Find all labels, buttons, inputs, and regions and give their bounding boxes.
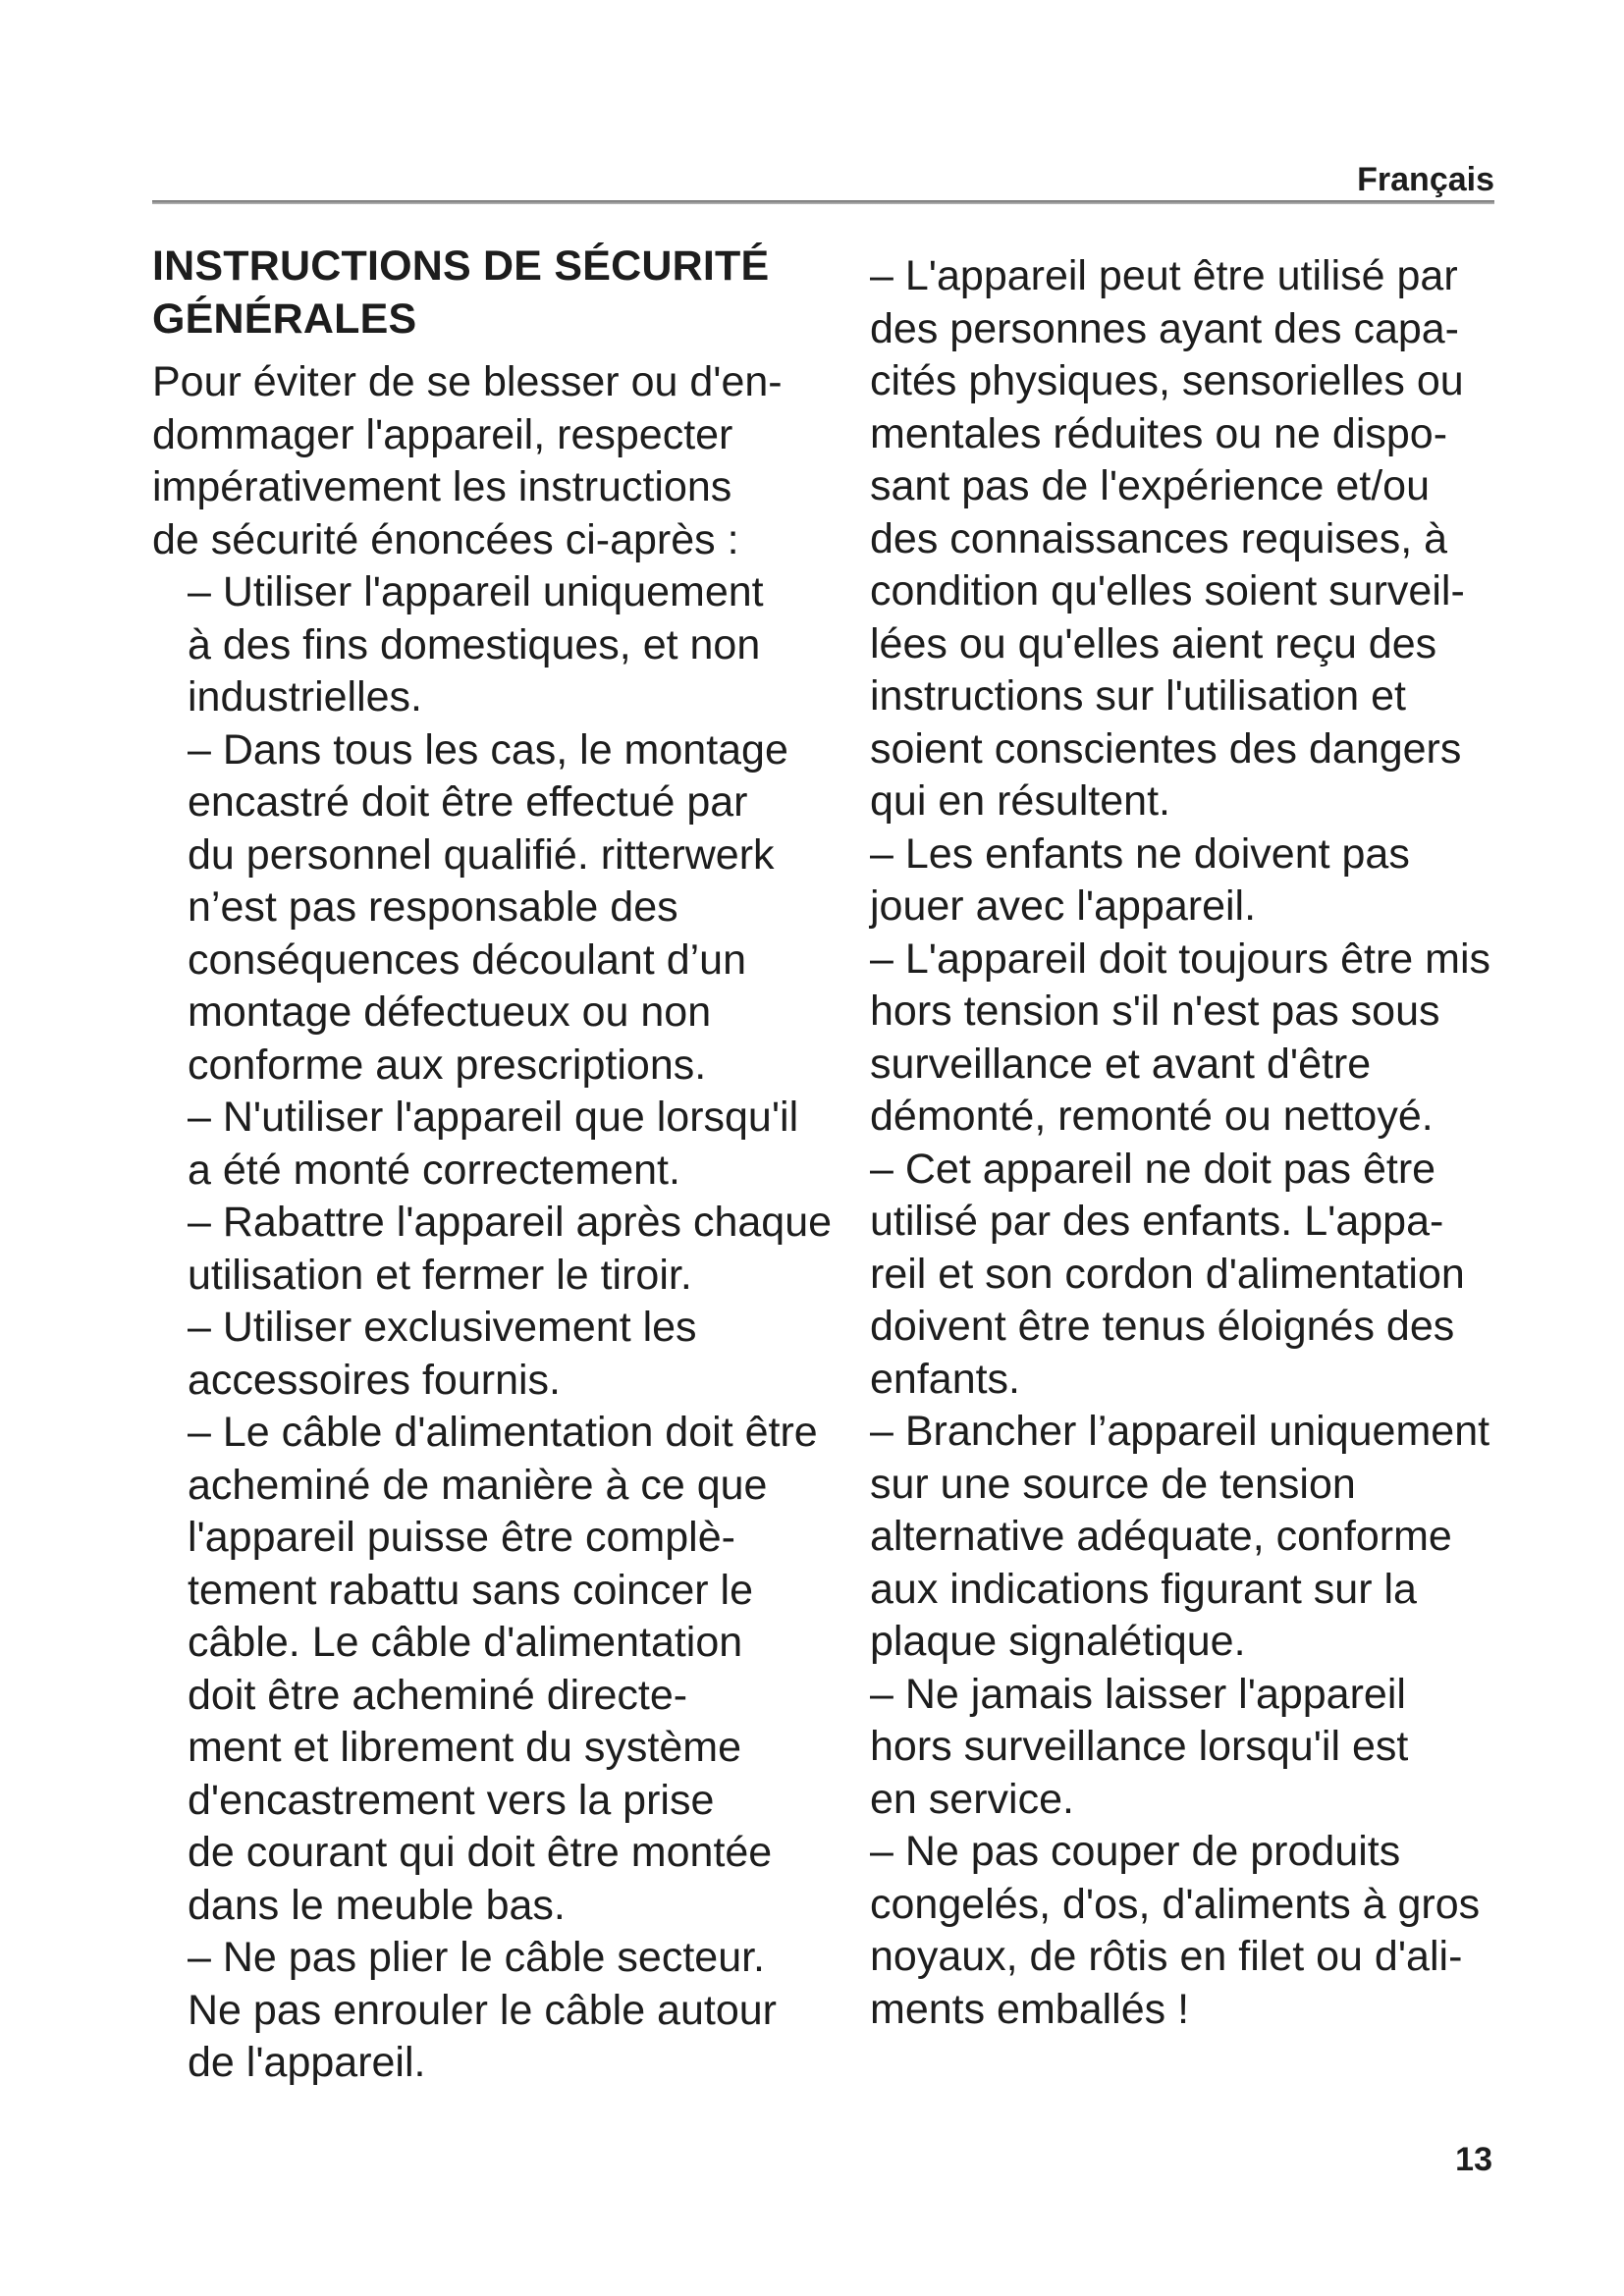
text-line: – Cet appareil ne doit pas être	[870, 1145, 1436, 1193]
text-line: a été monté correctement.	[188, 1146, 680, 1194]
text-line: sur une source de tension	[870, 1460, 1356, 1508]
text-line: Ne pas enrouler le câble autour	[188, 1986, 777, 2034]
left-column-text	[152, 356, 849, 2090]
text-line: – Brancher l’appareil uniquement	[870, 1408, 1490, 1455]
text-line: d'encastrement vers la prise	[188, 1776, 715, 1824]
text-line: de l'appareil.	[188, 2039, 426, 2086]
text-line: – N'utiliser l'appareil que lorsqu'il	[188, 1094, 799, 1141]
right-column-text	[835, 250, 1522, 2036]
text-line: enfants.	[870, 1355, 1020, 1403]
right-column	[835, 250, 1522, 2036]
text-line: cités physiques, sensorielles ou	[870, 357, 1464, 404]
text-line: du personnel qualifié. ritterwerk	[188, 830, 775, 879]
text-line: utilisé par des enfants. L'appa-	[870, 1198, 1444, 1245]
text-line: aux indications figurant sur la	[870, 1565, 1417, 1613]
text-line: – Le câble d'alimentation doit être	[188, 1409, 818, 1456]
text-line: instructions sur l'utilisation et	[870, 672, 1406, 720]
text-line: des personnes ayant des capa-	[870, 304, 1460, 352]
text-line: noyaux, de rôtis en filet ou d'ali-	[870, 1933, 1463, 1980]
text-line: conséquences découlant d’un	[188, 935, 746, 984]
text-line: à des fins domestiques, et non	[188, 620, 761, 668]
text-line: Pour éviter de se blesser ou d'en-	[152, 358, 783, 405]
text-line: doit être acheminé directe-	[188, 1671, 688, 1719]
text-line: en service.	[870, 1775, 1074, 1823]
text-line: ment et librement du système	[188, 1724, 742, 1771]
text-line: qui en résultent.	[870, 777, 1170, 825]
text-line: dans le meuble bas.	[188, 1881, 566, 1929]
text-line: hors surveillance lorsqu'il est	[870, 1723, 1409, 1770]
text-line: impérativement les instructions	[152, 463, 732, 510]
text-line: câble. Le câble d'alimentation	[188, 1619, 743, 1666]
text-line: n’est pas responsable des	[188, 883, 678, 931]
text-line: condition qu'elles soient surveil-	[870, 567, 1465, 614]
text-line: – Ne jamais laisser l'appareil	[870, 1670, 1406, 1718]
text-line: mentales réduites ou ne dispo-	[870, 409, 1448, 457]
text-line: de sécurité énoncées ci-après :	[152, 515, 739, 563]
text-line: de courant qui doit être montée	[188, 1829, 773, 1876]
text-line: – L'appareil doit toujours être mis	[870, 934, 1491, 983]
text-line: – Utiliser exclusivement les	[188, 1304, 697, 1351]
text-line: – L'appareil peut être utilisé par	[870, 252, 1458, 299]
text-line: tement rabattu sans coincer le	[188, 1566, 754, 1614]
section-heading-line2: GÉNÉRALES	[152, 294, 417, 343]
text-line: soient conscientes des dangers	[870, 724, 1462, 773]
text-line: lées ou qu'elles aient reçu des	[870, 619, 1437, 667]
left-column	[152, 240, 849, 2090]
text-line: plaque signalétique.	[870, 1618, 1246, 1665]
text-line: l'appareil puisse être complè-	[188, 1514, 735, 1561]
text-line: reil et son cordon d'alimentation	[870, 1250, 1465, 1298]
section-heading-line1: INSTRUCTIONS DE SÉCURITÉ	[152, 242, 770, 290]
text-line: ments emballés !	[870, 1985, 1190, 2033]
text-line: hors tension s'il n'est pas sous	[870, 988, 1440, 1035]
text-line: – Ne pas couper de produits	[870, 1828, 1401, 1875]
text-line: démonté, remonté ou nettoyé.	[870, 1093, 1434, 1140]
text-line: – Ne pas plier le câble secteur.	[188, 1934, 765, 1981]
text-line: doivent être tenus éloignés des	[870, 1303, 1455, 1350]
page-number: 13	[1455, 2141, 1492, 2178]
text-line: – Utiliser l'appareil uniquement	[188, 568, 764, 615]
text-line: – Les enfants ne doivent pas	[870, 829, 1410, 878]
header-rule	[152, 200, 1494, 204]
text-line: accessoires fournis.	[188, 1356, 561, 1404]
text-line: industrielles.	[188, 673, 422, 721]
section-heading	[152, 240, 849, 346]
text-line: dommager l'appareil, respecter	[152, 410, 733, 458]
text-line: – Dans tous les cas, le montage	[188, 725, 788, 774]
text-line: des connaissances requises, à	[870, 514, 1448, 562]
text-line: utilisation et fermer le tiroir.	[188, 1251, 692, 1299]
text-line: jouer avec l'appareil.	[870, 882, 1257, 930]
text-line: surveillance et avant d'être	[870, 1040, 1372, 1088]
text-line: acheminé de manière à ce que	[188, 1461, 768, 1509]
text-line: montage défectueux ou non	[188, 988, 712, 1036]
text-line: alternative adéquate, conforme	[870, 1513, 1452, 1560]
language-label: Français	[1357, 161, 1494, 198]
text-line: congelés, d'os, d'aliments à gros	[870, 1880, 1481, 1928]
text-line: conforme aux prescriptions.	[188, 1041, 707, 1089]
text-line: sant pas de l'expérience et/ou	[870, 462, 1430, 509]
text-line: – Rabattre l'appareil après chaque	[188, 1199, 833, 1246]
text-line: encastré doit être effectué par	[188, 778, 748, 826]
